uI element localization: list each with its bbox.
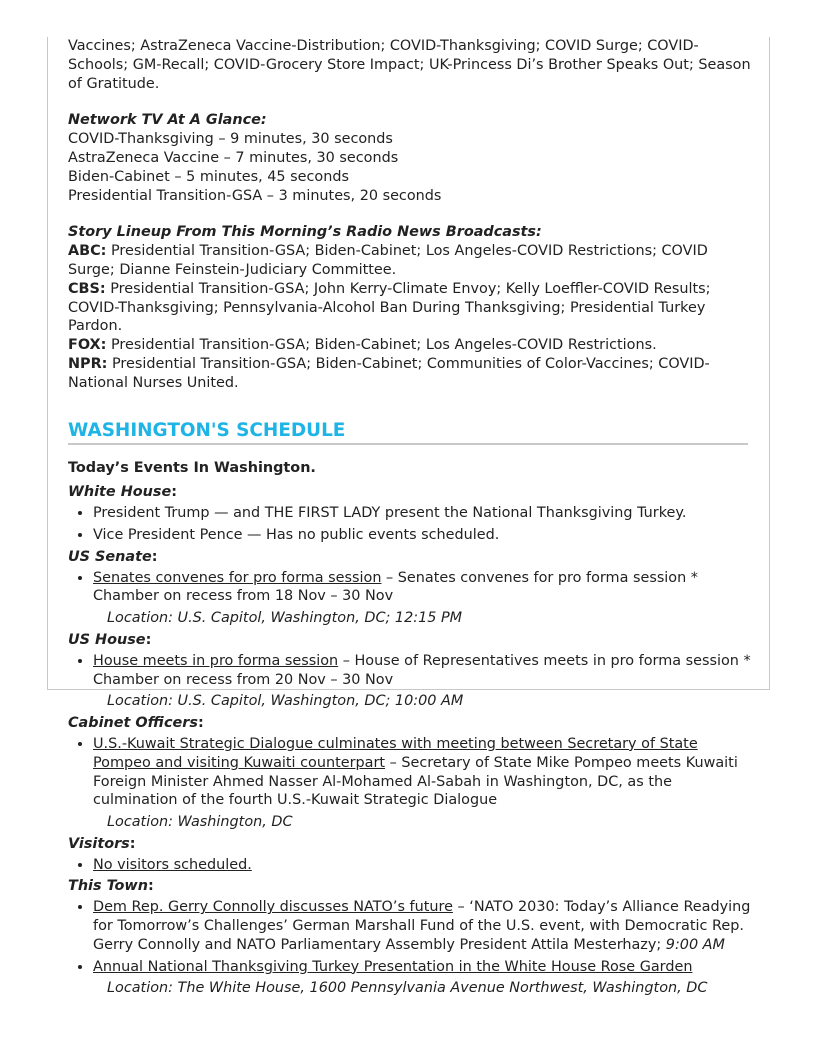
list-item: • Senates convenes for pro forma session – Senates convenes for pro forma session * Chamber on recess from 18 Nov – 30 Nov: [93, 569, 758, 607]
network-label: CBS:: [68, 280, 106, 297]
white-house-list: [68, 504, 758, 545]
washington-schedule-title: WASHINGTON'S SCHEDULE: [68, 419, 748, 445]
list-item: • President Trump — and THE FIRST LADY present the National Thanksgiving Turkey.: [93, 504, 758, 523]
list-item: • U.S.-Kuwait Strategic Dialogue culminates with meeting between Secretary of State Pompeo and visiting Kuwaiti counterpart – Secretary of State Mike Pompeo meets Kuwaiti Foreign Minister Ahmed Nasser Al-Mohamed Al-Sabah in Washington, DC, as the culmination of the fourth U.S.-Kuwait Strategic Dialogue: [93, 735, 758, 810]
radio-stories: Presidential Transition-GSA; Biden-Cabinet; Los Angeles-COVID Restrictions.: [106, 337, 657, 354]
house-location: Location: U.S. Capitol, Washington, DC; 10:00 AM: [107, 693, 464, 710]
network-tv-heading: Network TV At A Glance:: [68, 112, 267, 129]
network-tv-item: Biden-Cabinet – 5 minutes, 45 seconds: [68, 168, 349, 185]
house-session-link[interactable]: House meets in pro forma session: [93, 652, 339, 669]
event-time: 9:00 AM: [665, 936, 725, 953]
us-house-list: [68, 652, 758, 690]
this-town-list: [68, 898, 758, 976]
todays-events-heading: Today’s Events In Washington.: [68, 459, 316, 476]
kuwait-dialogue-link[interactable]: U.S.-Kuwait Strategic Dialogue culminates with meeting between Secretary of State Pompeo and visiting Kuwaiti counterpart: [93, 735, 698, 771]
list-item: • Dem Rep. Gerry Connolly discusses NATO’s future – ‘NATO 2030: Today’s Alliance Readying for Tomorrow’s Challenges’ German Marshall Fund of the U.S. event, with Democratic Rep. Gerry Connolly and NATO Parliamentary Assembly President Attila Mesterhazy; 9:00 AM: [93, 898, 758, 954]
radio-stories: Presidential Transition-GSA; Biden-Cabinet; Los Angeles-COVID Restrictions; COVID Surge; Dianne Feinstein-Judiciary Committee.: [68, 243, 708, 278]
us-senate-heading: US Senate:: [68, 548, 158, 565]
network-tv-item: Presidential Transition-GSA – 3 minutes, 20 seconds: [68, 187, 442, 204]
list-item: [93, 958, 758, 977]
network-label: NPR:: [68, 355, 108, 372]
radio-lineup-heading: Story Lineup From This Morning’s Radio News Broadcasts:: [68, 224, 542, 241]
radio-lineup-fox: [68, 336, 758, 355]
no-visitors-link[interactable]: No visitors scheduled.: [93, 856, 252, 873]
turkey-location: Location: The White House, 1600 Pennsylvania Avenue Northwest, Washington, DC: [107, 980, 708, 997]
tv-story-lineup-continued: Vaccines; AstraZeneca Vaccine-Distribution; COVID-Thanksgiving; COVID Surge; COVID-Schools; GM-Recall; COVID-Grocery Store Impact; UK-Princess Di’s Brother Speaks Out; Season of Gratitude.: [68, 38, 751, 92]
radio-stories: Presidential Transition-GSA; John Kerry-Climate Envoy; Kelly Loeffler-COVID Results; COVID-Thanksgiving; Pennsylvania-Alcohol Ban During Thanksgiving; Presidential Turkey Pardon.: [68, 280, 711, 335]
white-house-heading: White House:: [68, 484, 177, 501]
senate-session-link[interactable]: Senates convenes for pro forma session: [93, 569, 382, 586]
visitors-heading: Visitors:: [68, 835, 136, 852]
list-item: [93, 856, 758, 875]
radio-stories: Presidential Transition-GSA; Biden-Cabinet; Communities of Color-Vaccines; COVID-National Nurses United.: [68, 355, 710, 391]
network-label: ABC:: [68, 243, 107, 260]
visitors-list: [68, 856, 758, 875]
us-senate-list: [68, 569, 758, 607]
newsletter-content: [68, 37, 758, 1001]
list-item: • House meets in pro forma session – House of Representatives meets in pro forma session * Chamber on recess from 20 Nov – 30 Nov: [93, 652, 758, 690]
network-tv-section: [68, 111, 758, 205]
radio-lineup-abc: [68, 242, 758, 280]
network-label: FOX:: [68, 337, 107, 354]
cabinet-officers-heading: Cabinet Officers:: [68, 715, 204, 732]
network-tv-item: COVID-Thanksgiving – 9 minutes, 30 seconds: [68, 131, 393, 148]
cabinet-officers-list: [68, 735, 758, 810]
this-town-heading: This Town:: [68, 878, 154, 895]
connolly-nato-link[interactable]: Dem Rep. Gerry Connolly discusses NATO’s future: [93, 899, 453, 916]
network-tv-item: AstraZeneca Vaccine – 7 minutes, 30 seconds: [68, 149, 399, 166]
turkey-presentation-link[interactable]: Annual National Thanksgiving Turkey Presentation in the White House Rose Garden: [93, 958, 693, 975]
radio-lineup-npr: [68, 355, 758, 393]
radio-lineup-section: [68, 223, 758, 392]
radio-lineup-cbs: [68, 280, 758, 336]
list-item: • Vice President Pence — Has no public events scheduled.: [93, 526, 758, 545]
cabinet-location: Location: Washington, DC: [107, 814, 293, 831]
us-house-heading: US House:: [68, 631, 152, 648]
senate-location: Location: U.S. Capitol, Washington, DC; 12:15 PM: [107, 610, 463, 627]
